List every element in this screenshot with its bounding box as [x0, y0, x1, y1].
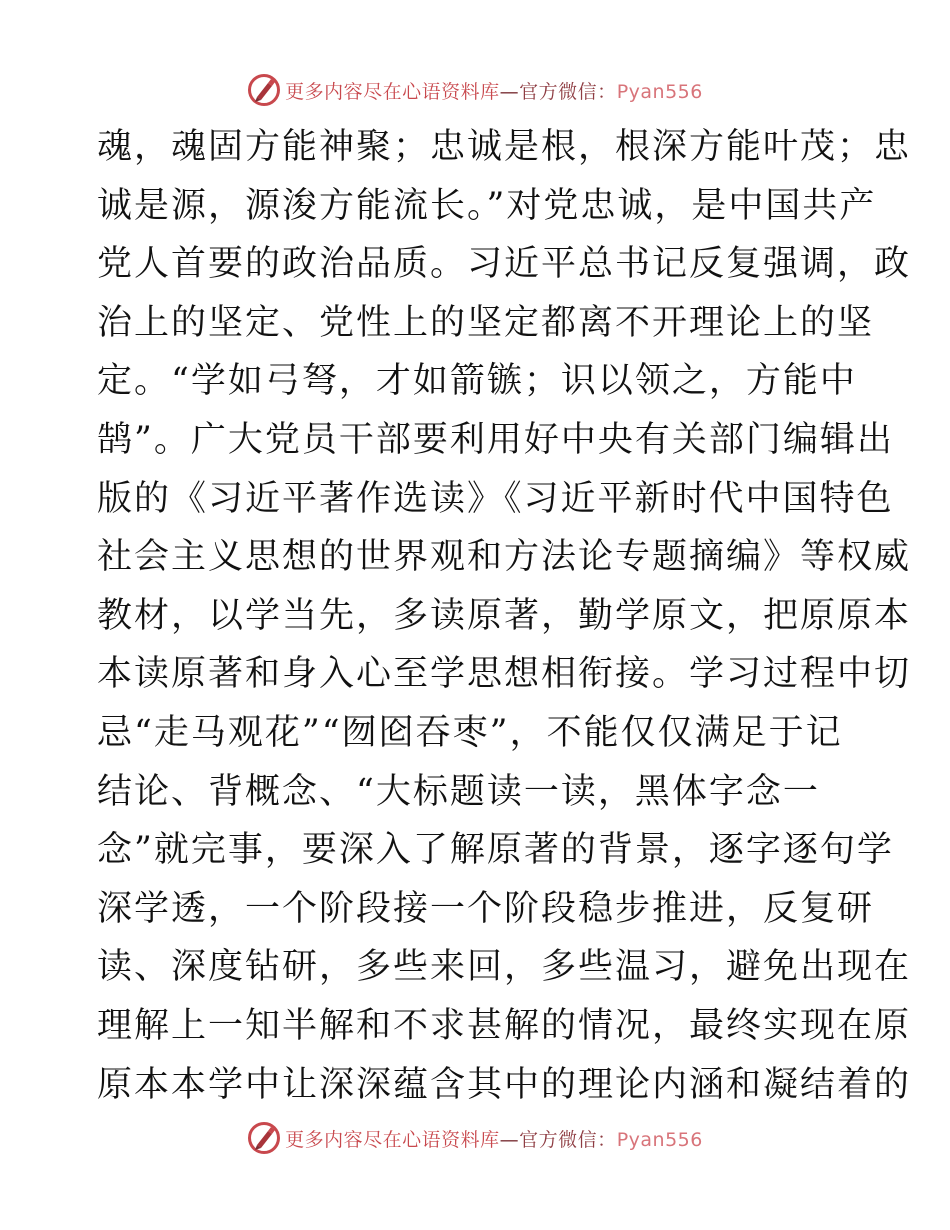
- header-watermark-content: [247, 73, 703, 107]
- site-name-text: 更多内容尽在心语资料库: [285, 80, 500, 103]
- text-line: 读、深度钻研，多些来回，多些温习，避免出现在: [97, 947, 912, 988]
- pen-seal-icon: [247, 1121, 281, 1155]
- text-line: 理解上一知半解和不求甚解的情况，最终实现在原: [97, 1005, 912, 1046]
- text-line: 治上的坚定、党性上的坚定都离不开理论上的坚: [97, 302, 875, 343]
- text-line: 本读原著和身入心至学思想相衔接。学习过程中切: [97, 654, 912, 695]
- text-line: 忌“走马观花”“囫囵吞枣”，不能仅仅满足于记: [97, 712, 843, 753]
- text-line: 党人首要的政治品质。习近平总书记反复强调，政: [97, 244, 912, 285]
- separator-text: —: [499, 1128, 520, 1151]
- text-line: 念”就完事，要深入了解原著的背景，逐字逐句学: [97, 830, 894, 871]
- text-line: 鹄”。广大党员干部要利用好中央有关部门编辑出: [97, 419, 894, 460]
- text-line: 版的《习近平著作选读》《习近平新时代中国特色: [97, 478, 894, 519]
- text-line: 教材，以学当先，多读原著，勤学原文，把原原本: [97, 595, 912, 636]
- header-watermark: [0, 70, 950, 110]
- footer-watermark-content: [247, 1121, 703, 1155]
- header-watermark-text: [285, 77, 703, 104]
- text-line: 魂，魂固方能神聚；忠诚是根，根深方能叶茂；忠: [97, 127, 912, 167]
- text-line: 社会主义思想的世界观和方法论专题摘编》等权威: [97, 537, 912, 578]
- text-line: 深学透，一个阶段接一个阶段稳步推进，反复研: [97, 888, 875, 929]
- text-line: 原本本学中让深深蕴含其中的理论内涵和凝结着的: [97, 1064, 912, 1105]
- document-body: [97, 118, 912, 1114]
- text-line: 诚是源，源浚方能流长。”对党忠诚，是中国共产: [97, 185, 877, 226]
- footer-watermark-text: [285, 1125, 703, 1152]
- wechat-label: 官方微信：: [519, 1128, 617, 1151]
- text-line: 定。“学如弓弩，才如箭镞；识以领之，方能中: [97, 361, 857, 402]
- pen-seal-icon: [247, 73, 281, 107]
- footer-watermark: [0, 1118, 950, 1158]
- site-name-text: 更多内容尽在心语资料库: [285, 1128, 500, 1151]
- separator-text: —: [499, 80, 520, 103]
- text-line: 结论、背概念、“大标题读一读，黑体字念一: [97, 771, 820, 812]
- wechat-account: Pyan556: [616, 80, 703, 103]
- wechat-label: 官方微信：: [519, 80, 617, 103]
- wechat-account: Pyan556: [616, 1128, 703, 1151]
